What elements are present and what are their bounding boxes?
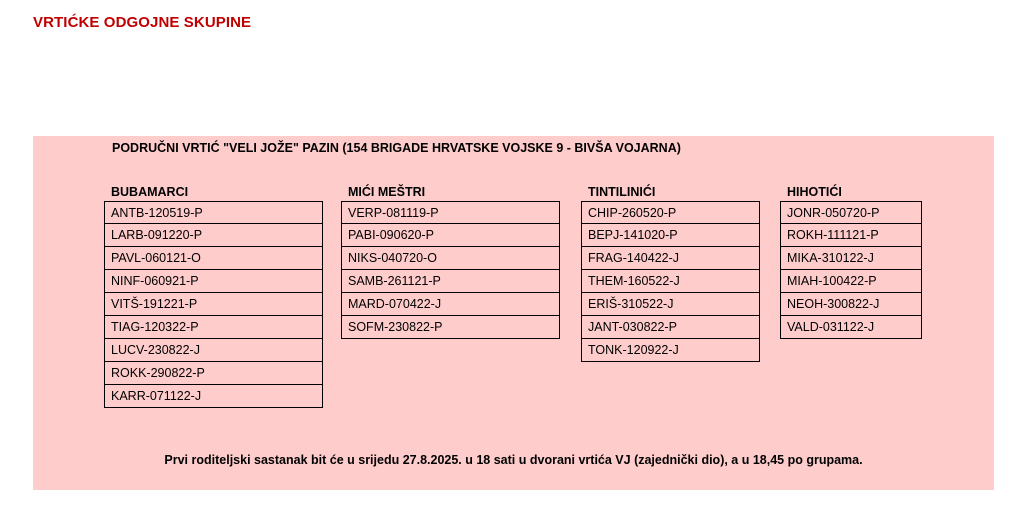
group-code-item: NIKS-040720-O [341,247,560,270]
group-code-item: VALD-031122-J [780,316,922,339]
group-code-item: LARB-091220-P [104,224,323,247]
group-code-item: VITŠ-191221-P [104,293,323,316]
group-code-list [104,201,323,408]
kindergarten-groups-panel [33,136,994,490]
group-code-item: SOFM-230822-P [341,316,560,339]
group-code-item: PABI-090620-P [341,224,560,247]
group-code-item: ROKH-111121-P [780,224,922,247]
group-code-item: NEOH-300822-J [780,293,922,316]
group-code-item: VERP-081119-P [341,202,560,224]
group-bubamarci [104,184,323,408]
panel-title: PODRUČNI VRTIĆ "VELI JOŽE" PAZIN (154 BRIGADE HRVATSKE VOJSKE 9 - BIVŠA VOJARNA) [112,141,681,155]
group-code-item: MARD-070422-J [341,293,560,316]
group-code-item: THEM-160522-J [581,270,760,293]
group-code-item: ERIŠ-310522-J [581,293,760,316]
group-code-item: PAVL-060121-O [104,247,323,270]
group-code-item: MIKA-310122-J [780,247,922,270]
group-name: TINTILINIĆI [588,185,656,199]
group-code-item: NINF-060921-P [104,270,323,293]
group-code-list [341,201,560,339]
group-name: MIĆI MEŠTRI [348,185,426,199]
group-code-list [581,201,760,362]
group-code-item: ROKK-290822-P [104,362,323,385]
group-code-item: LUCV-230822-J [104,339,323,362]
group-code-item: KARR-071122-J [104,385,323,408]
group-code-item: CHIP-260520-P [581,202,760,224]
group-code-item: TONK-120922-J [581,339,760,362]
group-code-item: MIAH-100422-P [780,270,922,293]
group-mici-mestri [341,184,560,339]
group-code-item: BEPJ-141020-P [581,224,760,247]
group-code-item: SAMB-261121-P [341,270,560,293]
group-code-item: JANT-030822-P [581,316,760,339]
group-code-item: FRAG-140422-J [581,247,760,270]
group-code-item: TIAG-120322-P [104,316,323,339]
group-tintilinici [581,184,760,362]
group-code-item: JONR-050720-P [780,202,922,224]
group-code-list [780,201,922,339]
group-name: HIHOTIĆI [787,185,842,199]
group-name: BUBAMARCI [111,185,189,199]
page-title: VRTIĆKE ODGOJNE SKUPINE [33,14,252,31]
group-code-item: ANTB-120519-P [104,202,323,224]
group-hihotici [780,184,922,339]
meeting-notice: Prvi roditeljski sastanak bit će u srijedu 27.8.2025. u 18 sati u dvorani vrtića VJ (zajednički dio), a u 18,45 po grupama. [164,453,863,467]
